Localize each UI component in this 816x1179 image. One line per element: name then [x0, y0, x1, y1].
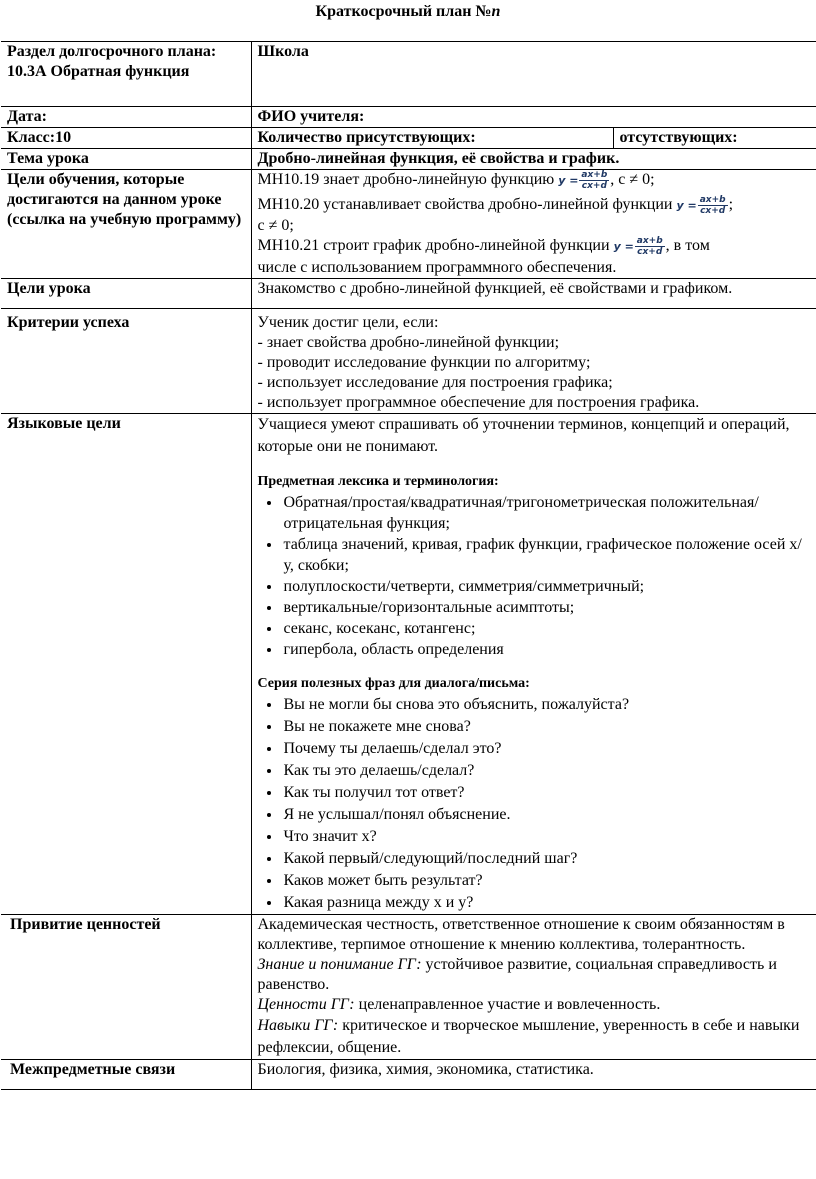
list-item: • Как ты получил тот ответ?	[282, 782, 810, 804]
plan-table	[1, 41, 816, 1090]
language-label: Языковые цели	[1, 413, 251, 914]
success-label: Критерии успеха	[1, 308, 251, 413]
criteria-line: Ученик достиг цели, если:	[257, 313, 439, 331]
list-item: • гипербола, область определения	[282, 639, 810, 660]
objective-continuation: числе с использованием программного обеспечения.	[257, 258, 617, 276]
formula-y: y =	[613, 240, 634, 254]
values-paragraph: Ценности ГГ: целенаправленное участие и вовлеченность.	[257, 995, 661, 1013]
lesson-goals-label: Цели урока	[1, 278, 251, 308]
objective-continuation: с ≠ 0;	[257, 217, 294, 235]
formula-y: y =	[558, 174, 579, 188]
present-label: Количество присутствующих:	[251, 128, 613, 149]
fraction-formula: $\frac{ax+b}{cx+d}$	[699, 195, 726, 217]
vocab-title: Предметная лексика и терминология:	[257, 473, 499, 489]
values-paragraph: Академическая честность, ответственное отношение к своим обязанностям в коллективе, терпимое отношение к мнению коллектива, толерантность.	[257, 915, 785, 953]
school-label: Школа	[251, 42, 816, 107]
cross-label: Межпредметные связи	[1, 1059, 251, 1089]
row-lesson-goals	[1, 278, 816, 308]
list-item: • Что значит х?	[282, 826, 810, 848]
phrases-list	[258, 694, 810, 914]
list-item: • Я не услышал/понял объяснение.	[282, 804, 810, 826]
list-item: • Как ты это делаешь/сделал?	[282, 760, 810, 782]
row-class	[1, 128, 816, 149]
row-section	[1, 42, 816, 107]
values-content	[251, 914, 816, 1059]
criteria-line: - проводит исследование функции по алгоритму;	[257, 353, 591, 371]
values-paragraph: Навыки ГГ: критическое и творческое мышление, уверенность в себе и навыки рефлексии, общение.	[257, 1016, 800, 1056]
formula-y: y =	[676, 199, 697, 213]
objectives-list	[251, 170, 816, 279]
list-item: • Вы не могли бы снова это объяснить, пожалуйста?	[282, 694, 810, 716]
list-item: • Вы не покажете мне снова?	[282, 716, 810, 738]
criteria-line: - использует программное обеспечение для построения графика.	[257, 393, 700, 411]
title-number: n	[491, 3, 501, 20]
row-values	[1, 914, 816, 1059]
list-item: • Каков может быть результат?	[282, 870, 810, 892]
list-item: • секанс, косеканс, котангенс;	[282, 618, 810, 639]
topic-value: Дробно-линейная функция, её свойства и график.	[251, 149, 816, 170]
class-label: Класс:10	[1, 128, 251, 149]
topic-label: Тема урока	[1, 149, 251, 170]
list-item: • Почему ты делаешь/сделал это?	[282, 738, 810, 760]
objective-item: МН10.21 строит график дробно-линейной функции y = $\frac{ax+b}{cx+d}$ , в том	[257, 236, 710, 258]
row-objectives	[1, 170, 816, 279]
fraction-formula: $\frac{ax+b}{cx+d}$	[581, 170, 608, 191]
teacher-label: ФИО учителя:	[251, 107, 816, 128]
lesson-goals-value: Знакомство с дробно-линейной функцией, её свойствами и графиком.	[251, 278, 816, 308]
objective-item: МН10.19 знает дробно-линейную функцию y = $\frac{ax+b}{cx+d}$ , с ≠ 0;	[257, 170, 655, 191]
values-label: Привитие ценностей	[1, 914, 251, 1059]
fraction-formula: $\frac{ax+b}{cx+d}$	[636, 236, 663, 258]
objective-item: МН10.20 устанавливает свойства дробно-линейной функции y = $\frac{ax+b}{cx+d}$ ;	[257, 195, 734, 217]
criteria-line: - знает свойства дробно-линейной функции;	[257, 333, 560, 351]
language-intro: Учащиеся умеют спрашивать об уточнении терминов, концепций и операций, которые они не понимают.	[257, 415, 790, 455]
row-cross	[1, 1059, 816, 1089]
list-item: • Обратная/простая/квадратичная/тригонометрическая положительная/отрицательная функция;	[282, 492, 810, 534]
row-date	[1, 107, 816, 128]
absent-label: отсутствующих:	[613, 128, 816, 149]
row-topic	[1, 149, 816, 170]
objectives-label: Цели обучения, которые достигаются на данном уроке (ссылка на учебную программу)	[1, 170, 251, 279]
list-item: • полуплоскости/четверти, симметрия/симметричный;	[282, 576, 810, 597]
phrases-title: Серия полезных фраз для диалога/письма:	[257, 675, 530, 691]
language-goals	[251, 413, 816, 914]
success-criteria	[251, 308, 816, 413]
row-success	[1, 308, 816, 413]
page-title: Краткосрочный план №n	[315, 3, 501, 20]
list-item: • таблица значений, кривая, график функции, графическое положение осей х/у, скобки;	[282, 534, 810, 576]
list-item: • Какая разница между х и у?	[282, 892, 810, 914]
date-label: Дата:	[1, 107, 251, 128]
row-language	[1, 413, 816, 914]
list-item: • Какой первый/следующий/последний шаг?	[282, 848, 810, 870]
criteria-line: - использует исследование для построения графика;	[257, 373, 613, 391]
cross-value: Биология, физика, химия, экономика, статистика.	[251, 1059, 816, 1089]
values-paragraph: Знание и понимание ГГ: устойчивое развитие, социальная справедливость и равенство.	[257, 955, 777, 993]
section-label: Раздел долгосрочного плана: 10.3А Обратная функция	[1, 42, 251, 107]
list-item: • вертикальные/горизонтальные асимптоты;	[282, 597, 810, 618]
vocab-list	[258, 492, 810, 660]
